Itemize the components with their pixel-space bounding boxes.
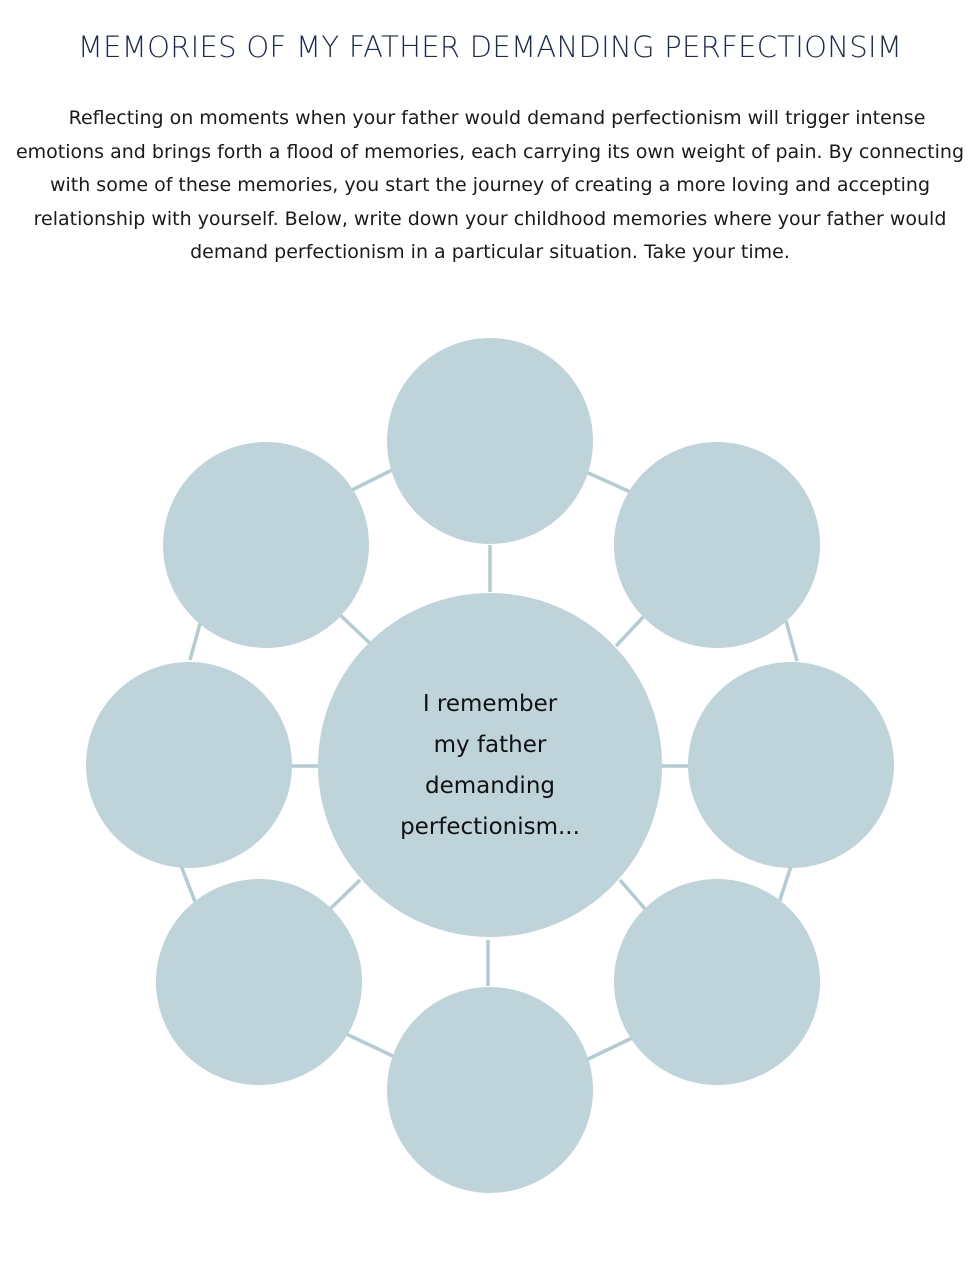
central-prompt-line: my father (433, 732, 547, 758)
memory-bubble-upper-right[interactable] (614, 442, 820, 648)
central-prompt-line: I remember (422, 691, 558, 717)
memory-bubble-right[interactable] (688, 662, 894, 868)
central-prompt-line: perfectionism... (400, 814, 580, 840)
memory-bubble-upper-left[interactable] (163, 442, 369, 648)
connector-lower-right-bottom (584, 1038, 632, 1061)
central-prompt-line: demanding (425, 773, 555, 799)
memory-bubble-lower-left[interactable] (156, 879, 362, 1085)
intro-paragraph: Reflecting on moments when your father would demand perfectionism will trigger intense emotions and brings forth a flood of memories, each carrying its own weight of pain. By connecting with some of these memories, you start the journey of creating a more loving and accepting relationship with yourself. Below, write down your childhood memories where your father would demand perfectionism in a particular situation. Take your time. (15, 107, 965, 264)
memory-bubble-lower-right[interactable] (614, 879, 820, 1085)
page-title: MEMORIES OF MY FATHER DEMANDING PERFECTIONSIM (77, 30, 903, 64)
connector-center-upper-right (616, 613, 647, 646)
memory-bubble-bottom[interactable] (387, 987, 593, 1193)
central-prompt (340, 684, 640, 848)
connector-center-lower-left (328, 880, 360, 911)
connector-upper-right-right (786, 621, 797, 661)
connector-right-lower-right (778, 866, 791, 906)
memory-bubble-top[interactable] (387, 338, 593, 544)
connector-lower-left-bottom (342, 1032, 395, 1057)
connector-upper-left-left (190, 620, 201, 660)
memory-bubble-left[interactable] (86, 662, 292, 868)
connector-top-upper-left (346, 470, 392, 493)
